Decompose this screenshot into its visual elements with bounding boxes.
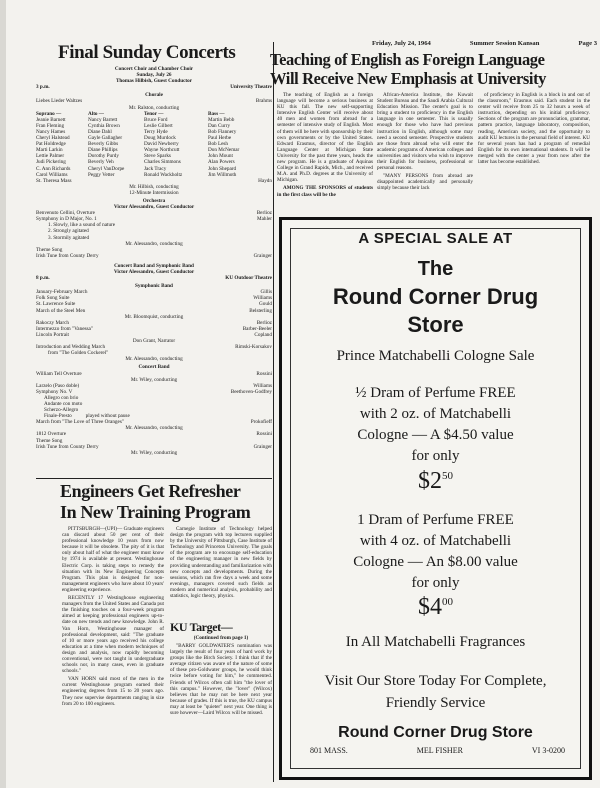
piece: Benvenuto Cellini, Overture bbox=[36, 210, 95, 217]
singer-name: Dan Curry bbox=[208, 122, 231, 129]
composer: Beethoven-Godfrey bbox=[230, 388, 272, 395]
for-only: for only bbox=[411, 575, 460, 591]
liebes-title: Liebes Lieder Waltzes bbox=[36, 98, 83, 105]
singer-name: David Newberry bbox=[144, 141, 179, 148]
concerts-program bbox=[36, 66, 272, 456]
alessandro-1: Mr. Alessandro, conducting bbox=[125, 240, 183, 247]
article-paragraph: "MANY PERSONS from abroad are disappointed academically and personally simply because their lack bbox=[377, 173, 473, 192]
chorale-head: Chorale bbox=[145, 92, 163, 99]
ad-store-line1: Round Corner Drug bbox=[332, 284, 539, 309]
singer-name: Lettie Palmer bbox=[36, 153, 65, 160]
alessandro-3: Mr. Alessandro, conducting bbox=[125, 425, 183, 432]
singer-name: John Mount bbox=[208, 153, 233, 160]
article-paragraph: VAN HORN said most of the men in the current Westinghouse program earned their engineering degrees from 15 to 20 years ago. They now supervise departments ranging in size from 20 to 100 engineers. bbox=[62, 676, 164, 707]
piece: William Tell Overture bbox=[36, 370, 82, 377]
singer-name: Diane Phillips bbox=[88, 147, 118, 154]
piece: St. Lawrence Suite bbox=[36, 301, 76, 308]
ku-target-head: KU Target— bbox=[170, 620, 233, 634]
piece: Irish Tune from County Derry bbox=[36, 443, 99, 450]
wiley-1: Mr. Wiley, conducting bbox=[130, 376, 178, 383]
singer-name: Cheryl Halstead bbox=[36, 135, 70, 142]
singer-name: Alan Powers bbox=[208, 159, 235, 166]
composer: Gould bbox=[259, 301, 272, 308]
singer-name: Marti Larkin bbox=[36, 147, 63, 154]
time2: 8 p.m. bbox=[36, 275, 50, 282]
price-cents: 00 bbox=[442, 596, 453, 608]
composer: Prokofieff bbox=[250, 419, 272, 426]
engineers-col-1 bbox=[62, 526, 164, 782]
piece: Symphony No. V bbox=[36, 388, 73, 395]
article-paragraph: "BARRY GOLDWATER'S nomination was largely the result of four years of hard work by groups like the Birch Society. I think that if the average citizen was aware of the nature of some of these pro-Goldwater groups, he would think twice before voting for him," he commented. Friends of Wilcox often call him "the lover of this campus." However, the "lover" (Wilcox) believes that he may not be here next year because of grades. If this is true, the KU campus may at least be "quieter" next year. One thing is sure however—Laird Wilcox will be missed. bbox=[170, 643, 272, 717]
article-paragraph: The teaching of English as a foreign language will become a serious business at KU this fall. The new self-supporting Intensive English Center will receive about 40 men and women from abroad for a semester of intensive study of English. Most of them will be here with sponsorship by their own governments or by the United States. Edward Erasmus, director of the English Language Center at Michigan State University for the past three years, heads the new program. He is a graduate of Aquinas College in Grand Rapids, Mich., and received M.A. and Ph.D. degrees at the University of Michigan. bbox=[277, 92, 373, 184]
ad-price-1 bbox=[282, 468, 589, 495]
singer-name: C. Ann Richards bbox=[36, 165, 71, 172]
ad-sale-title: Prince Matchabelli Cologne Sale bbox=[336, 348, 535, 364]
composer: Williams bbox=[253, 382, 272, 389]
orch-head: Orchestra bbox=[142, 197, 166, 204]
singer-name: John Shepard bbox=[208, 165, 237, 172]
engineers-col-2 bbox=[170, 526, 272, 616]
column-rule bbox=[273, 42, 274, 782]
hilbish: Mr. Hilbish, conducting bbox=[129, 183, 179, 190]
ku-target-body bbox=[170, 643, 272, 782]
program-row bbox=[36, 253, 272, 259]
ad-the: The bbox=[417, 258, 454, 280]
article-paragraph: African-America Institute, the Kuwait Student Bureau and the Saudi Arabia Cultural Education Mission. The center's goal is to bring a student to proficiency in the English language in one semester. This is usually enough for those who have had previous instruction in English, although some may need a second semester. Prospective students are those from abroad who will enter the academic programs of American colleges and universities and visitors who wish to improve their English for business, professional or personal reasons. bbox=[377, 92, 473, 172]
masthead-page: Page 3 bbox=[578, 40, 597, 47]
composer: Berlioz bbox=[256, 210, 272, 217]
offer-line: Cologne — An $8.00 value bbox=[353, 554, 518, 570]
composer: Copland bbox=[254, 331, 272, 338]
ad-store-line2: Store bbox=[407, 312, 464, 337]
orch-cond: Victor Alessandro, Guest Conductor bbox=[113, 204, 195, 211]
composer: Grainger bbox=[253, 252, 272, 259]
ad-offer-2 bbox=[282, 510, 589, 594]
intermission: 12-Minute Intermission bbox=[129, 189, 179, 196]
engineers-headline bbox=[60, 481, 272, 523]
movement: 1. Slowly, like a sound of nature bbox=[48, 222, 116, 229]
singer-name: Peggy Vetter bbox=[88, 171, 115, 178]
piece: Larzelo (Paso doble) bbox=[36, 382, 80, 389]
symphony-part: Allegro con brio bbox=[44, 394, 79, 401]
ad-offer-1 bbox=[282, 383, 589, 467]
piece: Lincoln Portrait bbox=[36, 331, 69, 338]
english-headline-2: Will Receive New Emphasis at University bbox=[270, 69, 547, 88]
ad-all-fragrances: In All Matchabelli Fragrances bbox=[345, 634, 526, 650]
offer-line: 1 Dram of Perfume FREE bbox=[357, 512, 514, 528]
price-dollars: $4 bbox=[418, 594, 442, 620]
singer-name: Steve Sparks bbox=[144, 153, 171, 160]
piece: Intermezzo from "Vanessa" bbox=[36, 325, 93, 332]
singer-name: Cynthia Brown bbox=[88, 122, 120, 129]
singer-name: Beverly Veh bbox=[88, 159, 114, 166]
without-pause: played without pause bbox=[85, 413, 130, 420]
singer-name: Martin Bebb bbox=[208, 116, 235, 123]
singer-name: Dorothy Purdy bbox=[88, 153, 119, 160]
engineers-headline-1: Engineers Get Refresher bbox=[60, 481, 241, 501]
time1: 3 p.m. bbox=[36, 84, 50, 91]
singer-name: Jack Tracy bbox=[144, 165, 167, 172]
singer-name: Wayne Northcutt bbox=[144, 147, 180, 154]
composer: Grainger bbox=[253, 443, 272, 450]
section-rule bbox=[36, 478, 272, 479]
singer-name: Jeanie Barnett bbox=[36, 116, 66, 123]
ad-address: 801 MASS. bbox=[310, 746, 348, 755]
band-cond: Victor Alessandro, Guest Conductor bbox=[113, 269, 195, 275]
concert-sub1: Concert Choir and Chamber Choir bbox=[114, 66, 194, 72]
offer-line: ½ Dram of Perfume FREE bbox=[355, 385, 516, 401]
english-col-3 bbox=[478, 92, 590, 210]
engineers-headline-2: In New Training Program bbox=[60, 502, 251, 522]
st-theresa-composer: Haydn bbox=[258, 177, 272, 184]
piece: March of the Steel Men bbox=[36, 307, 86, 314]
composer: Belsterling bbox=[249, 307, 272, 314]
theme-song: Theme Song bbox=[36, 246, 63, 253]
ad-banner: A SPECIAL SALE AT bbox=[358, 230, 513, 247]
liebes-composer: Brahms bbox=[255, 98, 272, 105]
english-headline-1: Teaching of English as Foreign Language bbox=[270, 50, 545, 69]
article-paragraph: AMONG THE SPONSORS of students in the first class will be the bbox=[277, 185, 373, 198]
drugstore-ad bbox=[279, 217, 592, 780]
singer-name: Bob Lesh bbox=[208, 141, 229, 148]
symph-head: Symphonic Band bbox=[135, 283, 173, 290]
article-paragraph: PITTSBURGH—(UPI)— Graduate engineers can discard about 50 per cent of their professional knowledge 10 years from now because it will be obsolete. The pity of it is that only about half of what the engineer must know by 1974 is available at present. Westinghouse Electric Corp. is taking steps to remedy the situation with its New Engineering Concepts Program. This plan is designed for non-management engineers who have about 10 years' engineering experience. bbox=[62, 526, 164, 593]
composer: Rossini bbox=[256, 431, 272, 438]
piece: Symphony in D Major, No. 1 bbox=[36, 216, 97, 223]
concert-sub3: Thomas Hilbish, Guest Conductor bbox=[115, 78, 193, 85]
composer: Rossini bbox=[256, 370, 272, 377]
singer-name: Jim Willmoth bbox=[208, 171, 237, 178]
offer-line: with 2 oz. of Matchabelli bbox=[359, 406, 512, 422]
article-paragraph: Carnegie Institute of Technology helped design the program with top lecturers supplied by the University of Pittsburgh, Case Institute of Technology and Princeton University. The goals of the program are to encourage self-education of the engineering manager in new fields by providing understanding and familiarization with new concepts and developments. During the sessions, which ran five days a week and some evenings, managers covered such fields as modern and numerical analysis, probability and statistics, logic theory, physics. bbox=[170, 526, 272, 600]
visit-line: Visit Our Store Today For Complete, bbox=[324, 673, 547, 689]
piece: Rakoczy March bbox=[36, 319, 69, 326]
voice-head: Alto — bbox=[88, 110, 104, 117]
singer-name: Nancy Barrett bbox=[88, 116, 118, 123]
concert-band-head: Concert Band bbox=[138, 364, 170, 371]
singer-name: Cheryl VanDorpe bbox=[88, 165, 125, 172]
piece: March from "The Love of Three Oranges" bbox=[36, 419, 124, 426]
theme-song-2: Theme Song bbox=[36, 437, 63, 444]
ad-price-2 bbox=[282, 594, 589, 621]
composer: Rimski-Korsakov bbox=[235, 344, 272, 351]
english-col-2 bbox=[377, 92, 473, 210]
singer-name: Charles Simmons bbox=[144, 159, 181, 166]
symphony-part: Finale-Presto bbox=[44, 413, 72, 420]
wiley-2: Mr. Wiley, conducting bbox=[130, 449, 178, 456]
piece: Folk Song Suite bbox=[36, 295, 70, 302]
band-head: Concert Band and Symphonic Band bbox=[114, 262, 194, 269]
ad-footer-info bbox=[310, 746, 565, 755]
masthead-date: Friday, July 24, 1964 bbox=[372, 40, 431, 47]
concert-sub2: Sunday, July 26 bbox=[136, 72, 172, 79]
offer-line: with 4 oz. of Matchabelli bbox=[359, 533, 512, 549]
singer-name: Ronald Wackholtz bbox=[144, 171, 183, 178]
composer: Berlioz bbox=[256, 319, 272, 326]
voice-head: Tenor — bbox=[144, 110, 164, 117]
piece: 1812 Overture bbox=[36, 431, 67, 438]
narrator: Don Grant, Narrator bbox=[132, 338, 176, 345]
concerts-title: Final Sunday Concerts bbox=[58, 42, 236, 63]
singer-name: Fran Fleming bbox=[36, 122, 65, 129]
voice-head: Bass — bbox=[208, 110, 225, 117]
singer-name: Pat Holdredge bbox=[36, 141, 66, 148]
english-headline bbox=[270, 50, 596, 88]
ad-footer-name: Round Corner Drug Store bbox=[338, 724, 533, 741]
piece: January-February March bbox=[36, 289, 88, 296]
singer-name: Bob Flannery bbox=[208, 128, 237, 135]
movement: 2. Strongly agitated bbox=[48, 228, 89, 235]
singer-name: Leslie Gilbert bbox=[144, 122, 173, 129]
bloomquist: Mr. Bloomquist, conducting bbox=[124, 313, 184, 320]
visit-line: Friendly Service bbox=[385, 695, 486, 711]
masthead-paper: Summer Session Kansan bbox=[469, 40, 540, 47]
singer-name: Judi Pickering bbox=[36, 159, 66, 166]
for-only: for only bbox=[411, 448, 460, 464]
singer-name: Diane Dahl bbox=[88, 128, 112, 135]
singer-name: Beverly Gibbs bbox=[88, 141, 119, 148]
price-dollars: $2 bbox=[418, 468, 442, 494]
piece: Introduction and Wedding March bbox=[36, 344, 106, 351]
venue2: KU Outdoor Theatre bbox=[225, 275, 272, 282]
composer: Gillis bbox=[260, 289, 272, 296]
time-venue-2 bbox=[36, 275, 272, 281]
singer-name: Doug Murdock bbox=[144, 135, 176, 142]
article-paragraph: RECENTLY 17 Westinghouse engineering managers from the United States and Canada put the finishing touches on a four-week program aimed at keeping professional engineers up-to-date on new trends and new knowledge. John R. Van Horn, Westinghouse manager of professional development, said: "The graduate of 10 or more years ago received his college education at a time when modern techniques of design and analysis, now rapidly becoming conventional, were not taught in undergraduate schools nor, in many cases, even in graduate schools." bbox=[62, 595, 164, 675]
composer: Williams bbox=[253, 295, 272, 302]
piece: Irish Tune from County Derry bbox=[36, 252, 99, 259]
st-theresa: St. Theresa Mass bbox=[36, 177, 72, 184]
symphony-part: Andante con moto bbox=[44, 400, 83, 407]
ad-phone: VI 3-0200 bbox=[531, 746, 565, 755]
singer-name: Nancy Hames bbox=[36, 128, 66, 135]
singer-name: Terry Hyde bbox=[144, 128, 168, 135]
voice-head: Soprano — bbox=[36, 110, 62, 117]
singer-name: Carol Williams bbox=[36, 171, 68, 178]
article-paragraph: of proficiency in English is a block in and out of the classroom," Erasmus said. Each student in the center will receive from 25 to 32 hours a week of instruction, depending on his initial proficiency. Sections of the program are pronunciation, grammar, pattern practice, language laboratory, composition, reading, American society, and the opportunity to audit KU lectures in the personal field of interest. KU for several years has had a program of remedial English for its own international students. It will be merged with the center a year from now after the latter has become established. bbox=[478, 92, 590, 166]
composer: Mahler bbox=[257, 216, 272, 223]
english-col-1 bbox=[277, 92, 373, 210]
time-venue-1 bbox=[36, 84, 272, 90]
voice-roster bbox=[36, 117, 272, 178]
golden-cockerel: from "The Golden Cockerel" bbox=[48, 350, 109, 357]
symphony-part: Scherzo-Allegro bbox=[44, 407, 79, 414]
composer: Barber-Beeler bbox=[242, 325, 272, 332]
masthead bbox=[372, 40, 597, 47]
ku-target-cont: (Continued from page 1) bbox=[193, 635, 249, 641]
ad-owner: MEL FISHER bbox=[416, 746, 463, 755]
ad-visit bbox=[282, 670, 589, 714]
venue1: University Theatre bbox=[230, 84, 272, 91]
singer-name: Gayle Gallagher bbox=[88, 135, 123, 142]
singer-name: Don McNemar bbox=[208, 147, 240, 154]
ralston: Mr. Ralston, conducting bbox=[128, 104, 180, 111]
page-edge bbox=[0, 0, 6, 788]
offer-line: Cologne — A $4.50 value bbox=[357, 427, 514, 443]
alessandro-2: Mr. Alessandro, conducting bbox=[125, 356, 183, 363]
price-cents: 50 bbox=[442, 470, 453, 482]
singer-name: Paul Herbe bbox=[208, 135, 232, 142]
movement: 3. Stormily agitated bbox=[48, 234, 90, 241]
singer-name: Bruce Ford bbox=[144, 116, 168, 123]
